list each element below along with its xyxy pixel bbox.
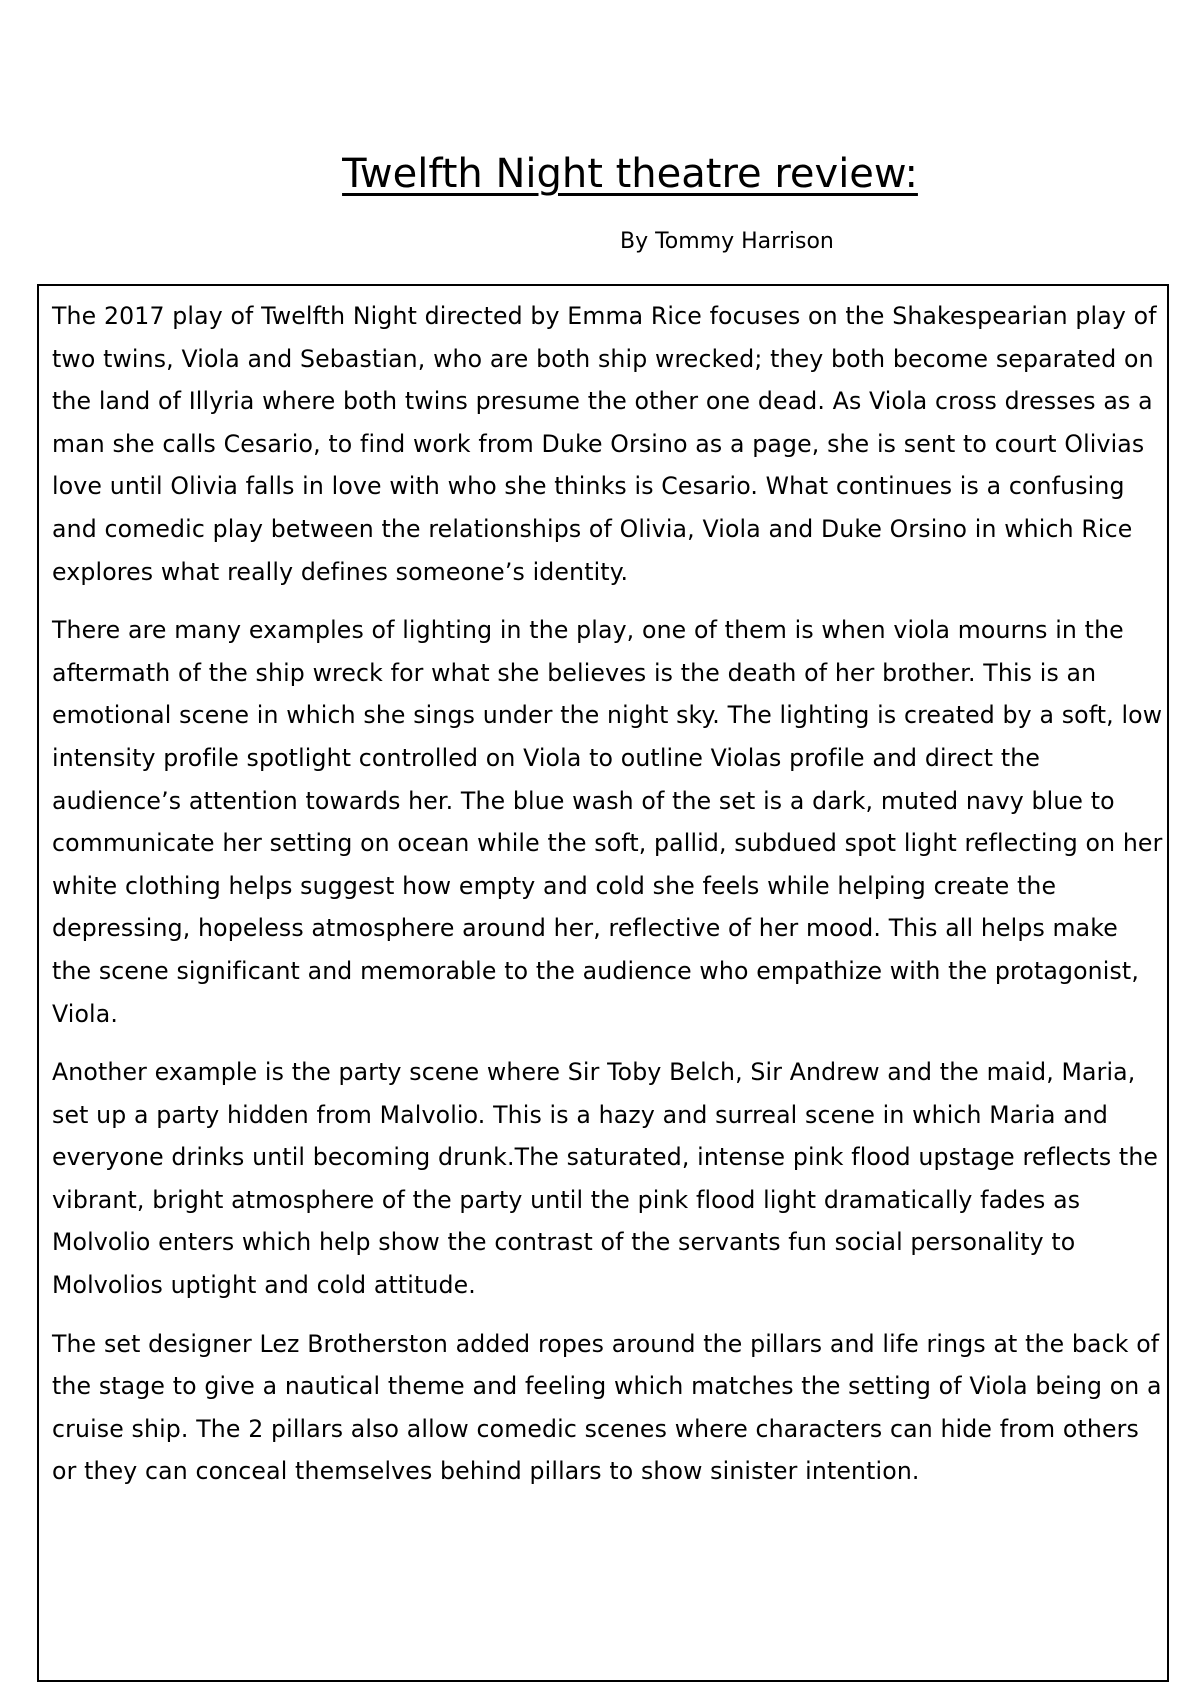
review-paragraph-party-scene: Another example is the party scene where Sir Toby Belch, Sir Andrew and the maid, Maria, set up a party hidden from Malvolio. This is a hazy and surreal scene in which Maria and everyone drinks until becoming drunk.The saturated, intense pink flood upstage reflects the vibrant, bright atmosphere of the party until the pink flood light dramatically fades as Molvolio enters which help show the contrast of the servants fun social personality to Molvolios uptight and cold attitude. bbox=[52, 1058, 1159, 1300]
page-title: Twelfth Night theatre review: bbox=[342, 151, 918, 197]
review-paragraph-intro: The 2017 play of Twelfth Night directed by Emma Rice focuses on the Shakespearian play of two twins, Viola and Sebastian, who are both ship wrecked; they both become separated on the land of Illyria where both twins presume the other one dead. As Viola cross dresses as a man she calls Cesario, to find work from Duke Orsino as a page, she is sent to court Olivias love until Olivia falls in love with who she thinks is Cesario. What continues is a confusing and comedic play between the relationships of Olivia, Viola and Duke Orsino in which Rice explores what really defines someone’s identity. bbox=[52, 302, 1157, 586]
review-body bbox=[52, 295, 1164, 1509]
author-byline: By Tommy Harrison bbox=[620, 229, 834, 254]
review-paragraph-lighting: There are many examples of lighting in the play, one of them is when viola mourns in the aftermath of the ship wreck for what she believes is the death of her brother. This is an emotional scene in which she sings under the night sky. The lighting is created by a soft, low intensity profile spotlight controlled on Viola to outline Violas profile and direct the audience’s attention towards her. The blue wash of the set is a dark, muted navy blue to communicate her setting on ocean while the soft, pallid, subdued spot light reflecting on her white clothing helps suggest how empty and cold she feels while helping create the depressing, hopeless atmosphere around her, reflective of her mood. This all helps make the scene significant and memorable to the audience who empathize with the protagonist, Viola. bbox=[52, 616, 1163, 1028]
review-paragraph-set-design: The set designer Lez Brotherston added ropes around the pillars and life rings at the back of the stage to give a nautical theme and feeling which matches the setting of Viola being on a cruise ship. The 2 pillars also allow comedic scenes where characters can hide from others or they can conceal themselves behind pillars to show sinister intention. bbox=[52, 1329, 1162, 1486]
